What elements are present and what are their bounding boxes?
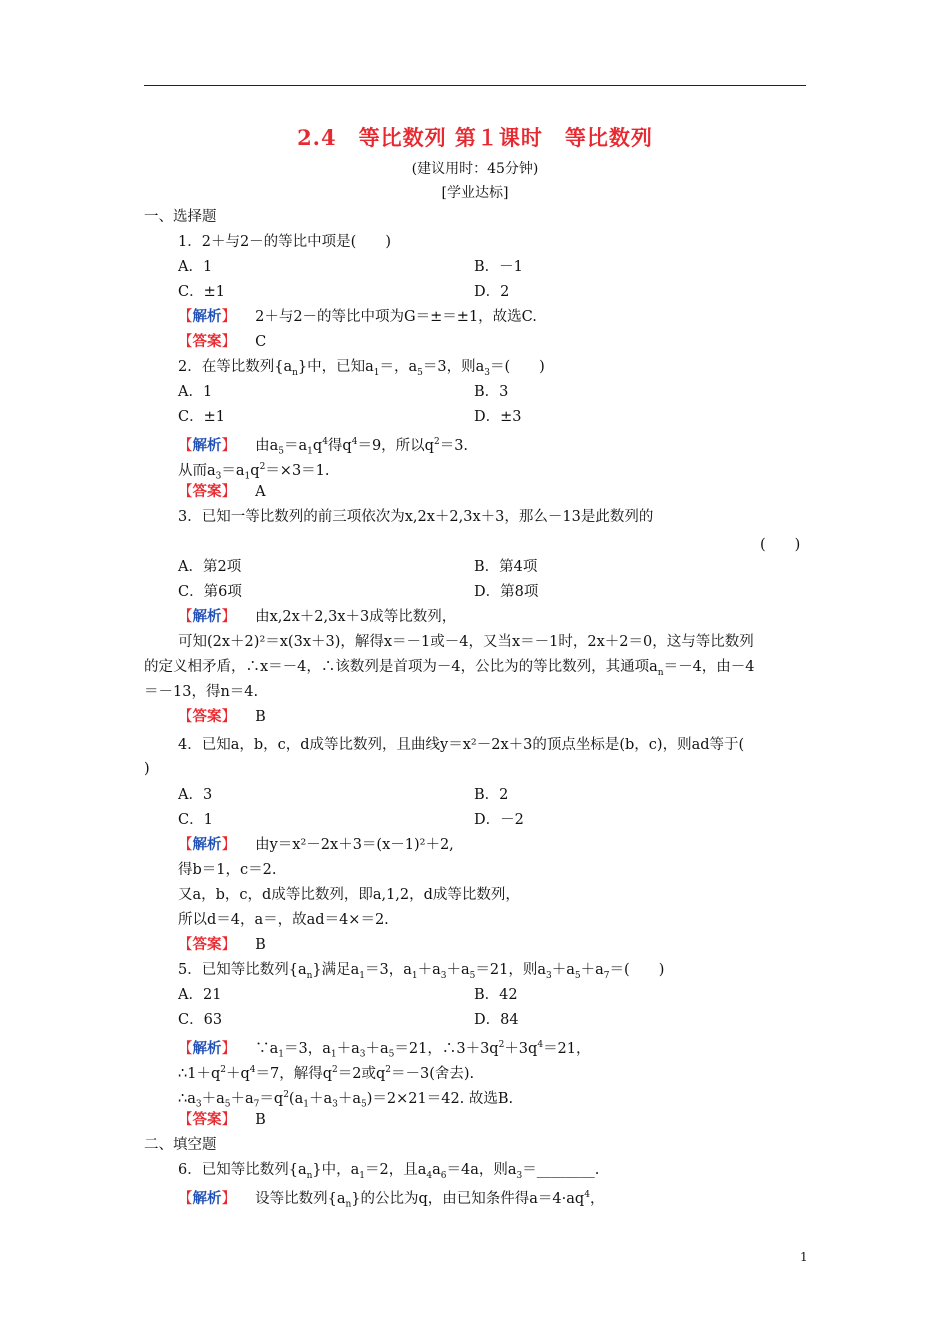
q5-stem: 5．已知等比数列$\{a_n\}$满足$a_1=3$，$a_1+a_3+a_5=21$，则$a_3+a_5+a_7=$( ) xyxy=(178,962,665,981)
q4-analysis-text: 由y＝x²－2x＋3＝(x－1)²＋2, xyxy=(255,837,454,853)
q4-option-c: C．1 xyxy=(178,812,213,828)
q1-option-c: C．±1 xyxy=(178,284,225,300)
time-hint: (建议用时：45分钟) xyxy=(411,161,539,177)
q2-analysis-line2: 从而$a_3=a_1q^2=\times 3=1$. xyxy=(178,462,330,482)
q1-option-b: B．－1 xyxy=(474,259,523,275)
q5-analysis: 【解析】 $\because a_1=3$，$a_1+a_3+a_5=21$，$\therefore 3+3q^2+3q^4=21$， xyxy=(178,1039,591,1060)
q6-stem: 6．已知等比数列$\{a_n\}$中，$a_1=2$，且$a_4a_6=4a$，则$a_3=\_\_\_\_\_\_\_\_$. xyxy=(178,1162,600,1181)
q2-option-d: D．±3 xyxy=(474,409,522,425)
q4-option-a: A．3 xyxy=(178,787,213,803)
q3-analysis-line4: ＝－13，得n＝4. xyxy=(144,684,259,700)
q3-option-c: C．第6项 xyxy=(178,584,242,600)
q1-stem: 1．2＋与2－的等比中项是( ) xyxy=(178,234,391,250)
q3-option-a: A．第2项 xyxy=(178,559,242,575)
q4-option-b: B．2 xyxy=(474,787,509,803)
q3-answer: 【答案】 B xyxy=(178,708,266,725)
page-title: 2.4 等比数列 第１课时 等比数列 xyxy=(297,125,653,150)
q5-option-c: C．63 xyxy=(178,1012,223,1028)
q3-analysis-line2: 可知(2x＋2)²＝x(3x＋3)，解得x＝－1或－4，又当x＝－1时，2x＋2＝0，这与等比数列 xyxy=(178,634,754,650)
section-choice: 一、选择题 xyxy=(144,209,217,225)
q3-paren: ( ) xyxy=(760,537,801,553)
q3-stem: 3．已知一等比数列的前三项依次为x,2x＋2,3x＋3，那么－13是此数列的 xyxy=(178,509,654,525)
q3-analysis-text: 由x,2x＋2,3x＋3成等比数列， xyxy=(255,609,457,625)
q2-option-c: C．±1 xyxy=(178,409,225,425)
header-rule xyxy=(144,85,806,86)
q4-option-d: D．－2 xyxy=(474,812,524,828)
q2-answer-value: A xyxy=(255,484,266,500)
q4-analysis-line4: 所以d＝4，a＝，故ad＝4×＝2. xyxy=(178,912,389,928)
level-label: [学业达标] xyxy=(441,185,509,201)
q3-option-d: D．第8项 xyxy=(474,584,539,600)
q1-option-a: A．1 xyxy=(178,259,213,275)
q3-analysis-line3: 的定义相矛盾，∴x＝－4，∴该数列是首项为－4，公比为的等比数列，其通项$a_n=-4$，由－4 xyxy=(144,659,755,678)
q3-answer-value: B xyxy=(255,709,266,725)
q1-answer: 【答案】 C xyxy=(178,333,267,350)
q4-analysis-line3: 又a，b，c，d成等比数列，即a,1,2，d成等比数列， xyxy=(178,887,520,903)
q5-analysis-line3: $\therefore a_3+a_5+a_7=q^2(a_1+a_3+a_5)=2\times 21=42$. 故选B. xyxy=(178,1090,514,1110)
q4-analysis: 【解析】 由y＝x²－2x＋3＝(x－1)²＋2, xyxy=(178,836,454,853)
section-fill: 二、填空题 xyxy=(144,1137,217,1153)
q4-answer-value: B xyxy=(255,937,266,953)
q2-answer: 【答案】 A xyxy=(178,483,266,500)
q4-analysis-line2: 得b＝1，c＝2. xyxy=(178,862,277,878)
q5-option-a: A．21 xyxy=(178,987,222,1003)
q3-analysis: 【解析】 由x,2x＋2,3x＋3成等比数列， xyxy=(178,608,457,625)
q4-stem-cont: ) xyxy=(144,761,150,777)
q2-option-a: A．1 xyxy=(178,384,213,400)
q3-option-b: B．第4项 xyxy=(474,559,538,575)
q2-stem: 2．在等比数列$\{a_n\}$中，已知$a_1=$，$a_5=3$，则$a_3=$( ) xyxy=(178,359,545,378)
q2-analysis: 【解析】 由$a_5=a_1q^4$得$q^4=9$，所以$q^2=3$. xyxy=(178,436,469,457)
q5-answer-value: B xyxy=(255,1112,266,1128)
q5-option-b: B．42 xyxy=(474,987,518,1003)
q1-analysis: 【解析】 2＋与2－的等比中项为G＝±＝±1，故选C. xyxy=(178,308,537,325)
q1-analysis-text: 2＋与2－的等比中项为G＝±＝±1，故选C. xyxy=(255,309,537,325)
q2-option-b: B．3 xyxy=(474,384,509,400)
q5-option-d: D．84 xyxy=(474,1012,519,1028)
q4-answer: 【答案】 B xyxy=(178,936,266,953)
q4-stem: 4．已知a，b，c，d成等比数列，且曲线y＝x²－2x＋3的顶点坐标是(b，c)，则ad等于( xyxy=(178,737,745,753)
q5-analysis-line2: $\therefore 1+q^2+q^4=7$，解得$q^2=2$或$q^2=-3$(舍去). xyxy=(178,1065,475,1082)
page-number: 1 xyxy=(800,1250,808,1264)
q6-analysis: 【解析】 设等比数列$\{a_n\}$的公比为q，由已知条件得$a=4\cdot aq^4$， xyxy=(178,1189,605,1210)
q1-answer-value: C xyxy=(255,334,267,350)
q5-answer: 【答案】 B xyxy=(178,1111,266,1128)
q1-option-d: D．2 xyxy=(474,284,510,300)
